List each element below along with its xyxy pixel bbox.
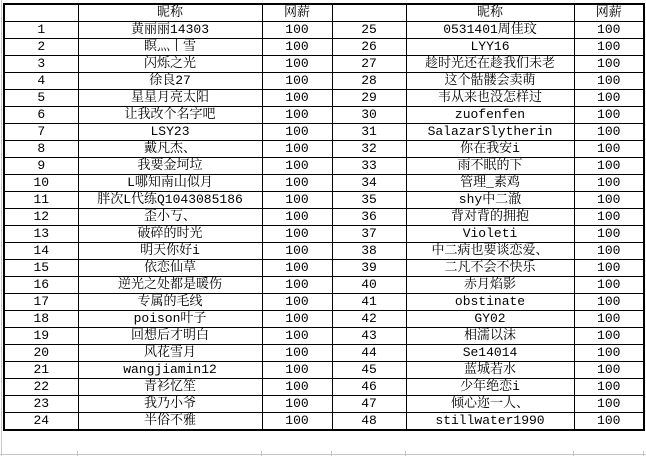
nickname-cell-left[interactable]: 专属的毛线 xyxy=(78,294,262,311)
index-cell-right[interactable]: 48 xyxy=(332,413,406,431)
table-row xyxy=(4,362,644,379)
table-row xyxy=(4,328,644,345)
salary-cell-right[interactable]: 100 xyxy=(574,226,644,243)
index-cell-left[interactable]: 20 xyxy=(4,345,78,362)
salary-cell-left[interactable]: 100 xyxy=(262,311,332,328)
salary-cell-left[interactable]: 100 xyxy=(262,396,332,413)
index-cell-left[interactable]: 16 xyxy=(4,277,78,294)
excel-gridline-stub-5 xyxy=(573,451,574,456)
nickname-cell-right[interactable]: 这个骷髅会卖萌 xyxy=(406,73,574,90)
nickname-cell-left[interactable]: 逆光之处都是暖伤 xyxy=(78,277,262,294)
header-index-left[interactable] xyxy=(4,4,78,22)
salary-cell-left[interactable]: 100 xyxy=(262,209,332,226)
salary-cell-right[interactable]: 100 xyxy=(574,294,644,311)
salary-cell-right[interactable]: 100 xyxy=(574,39,644,56)
nickname-cell-left[interactable]: 胖次L代练Q1043085186 xyxy=(78,192,262,209)
table-row xyxy=(4,39,644,56)
index-cell-left[interactable]: 18 xyxy=(4,311,78,328)
index-cell-left[interactable]: 4 xyxy=(4,73,78,90)
table-row xyxy=(4,175,644,192)
nickname-cell-left[interactable]: 戴凡杰、 xyxy=(78,141,262,158)
index-cell-right[interactable]: 37 xyxy=(332,226,406,243)
header-salary-right[interactable]: 网薪 xyxy=(574,4,644,22)
table-row xyxy=(4,413,644,431)
index-cell-left[interactable]: 8 xyxy=(4,141,78,158)
table-row xyxy=(4,260,644,277)
header-salary-left[interactable]: 网薪 xyxy=(262,4,332,22)
nickname-cell-left[interactable]: poison叶子 xyxy=(78,311,262,328)
table-row xyxy=(4,73,644,90)
nickname-cell-left[interactable]: 我要金坷垃 xyxy=(78,158,262,175)
index-cell-right[interactable]: 46 xyxy=(332,379,406,396)
index-cell-left[interactable]: 17 xyxy=(4,294,78,311)
salary-cell-left[interactable]: 100 xyxy=(262,294,332,311)
excel-gridline-bottom-edge xyxy=(0,454,646,455)
table-row xyxy=(4,192,644,209)
index-cell-right[interactable]: 33 xyxy=(332,158,406,175)
excel-gridline-stub-3 xyxy=(331,451,332,456)
salary-cell-left[interactable]: 100 xyxy=(262,73,332,90)
nickname-cell-right[interactable]: 蓝城若水 xyxy=(406,362,574,379)
salary-cell-left[interactable]: 100 xyxy=(262,90,332,107)
index-cell-left[interactable]: 23 xyxy=(4,396,78,413)
salary-cell-right[interactable]: 100 xyxy=(574,260,644,277)
table-body xyxy=(4,22,644,431)
nickname-cell-left[interactable]: 瞑灬丨雪 xyxy=(78,39,262,56)
salary-cell-right[interactable]: 100 xyxy=(574,311,644,328)
nickname-cell-left[interactable]: 依恋仙草 xyxy=(78,260,262,277)
nickname-cell-right[interactable]: shy中二澈 xyxy=(406,192,574,209)
salary-cell-right[interactable]: 100 xyxy=(574,124,644,141)
salary-cell-left[interactable]: 100 xyxy=(262,107,332,124)
table-row xyxy=(4,209,644,226)
index-cell-right[interactable]: 47 xyxy=(332,396,406,413)
salary-cell-right[interactable]: 100 xyxy=(574,22,644,39)
nickname-cell-right[interactable]: stillwater1990 xyxy=(406,413,574,431)
nickname-cell-right[interactable]: obstinate xyxy=(406,294,574,311)
index-cell-right[interactable]: 45 xyxy=(332,362,406,379)
nickname-cell-right[interactable]: 0531401周佳玟 xyxy=(406,22,574,39)
index-cell-right[interactable]: 31 xyxy=(332,124,406,141)
salary-cell-left[interactable]: 100 xyxy=(262,260,332,277)
index-cell-right[interactable]: 35 xyxy=(332,192,406,209)
salary-cell-right[interactable]: 100 xyxy=(574,345,644,362)
table-row xyxy=(4,107,644,124)
nickname-cell-left[interactable]: 让我改个名字吧 xyxy=(78,107,262,124)
index-cell-right[interactable]: 34 xyxy=(332,175,406,192)
nickname-cell-right[interactable]: Violeti xyxy=(406,226,574,243)
salary-cell-right[interactable]: 100 xyxy=(574,73,644,90)
nickname-cell-left[interactable]: 星星月亮太阳 xyxy=(78,90,262,107)
nickname-cell-right[interactable]: 中二病也要谈恋爱、 xyxy=(406,243,574,260)
nickname-cell-left[interactable]: 青衫忆笙 xyxy=(78,379,262,396)
index-cell-left[interactable]: 1 xyxy=(4,22,78,39)
index-cell-right[interactable]: 36 xyxy=(332,209,406,226)
salary-cell-left[interactable]: 100 xyxy=(262,243,332,260)
table-row xyxy=(4,396,644,413)
table-row xyxy=(4,158,644,175)
nickname-cell-left[interactable]: 徐良27 xyxy=(78,73,262,90)
salary-cell-right[interactable]: 100 xyxy=(574,192,644,209)
index-cell-right[interactable]: 30 xyxy=(332,107,406,124)
index-cell-left[interactable]: 12 xyxy=(4,209,78,226)
index-cell-left[interactable]: 3 xyxy=(4,56,78,73)
index-cell-left[interactable]: 5 xyxy=(4,90,78,107)
table-row xyxy=(4,56,644,73)
nickname-cell-left[interactable]: 歪小丂、 xyxy=(78,209,262,226)
index-cell-right[interactable]: 44 xyxy=(332,345,406,362)
index-cell-right[interactable]: 25 xyxy=(332,22,406,39)
nickname-cell-right[interactable]: LYY16 xyxy=(406,39,574,56)
nickname-cell-right[interactable]: 韦从来也没怎样过 xyxy=(406,90,574,107)
index-cell-right[interactable]: 28 xyxy=(332,73,406,90)
salary-cell-left[interactable]: 100 xyxy=(262,328,332,345)
nickname-cell-right[interactable]: 少年绝恋i xyxy=(406,379,574,396)
index-cell-left[interactable]: 10 xyxy=(4,175,78,192)
excel-gridline-stub-2 xyxy=(261,451,262,456)
nickname-cell-right[interactable]: 背对背的拥抱 xyxy=(406,209,574,226)
salary-cell-left[interactable]: 100 xyxy=(262,413,332,431)
nickname-cell-left[interactable]: 破碎的时光 xyxy=(78,226,262,243)
nickname-cell-left[interactable]: 风花雪月 xyxy=(78,345,262,362)
header-nickname-left[interactable]: 昵称 xyxy=(78,4,262,22)
salary-cell-left[interactable]: 100 xyxy=(262,379,332,396)
nickname-cell-left[interactable]: 闪烁之光 xyxy=(78,56,262,73)
salary-cell-right[interactable]: 100 xyxy=(574,413,644,431)
table-row xyxy=(4,379,644,396)
index-cell-left[interactable]: 22 xyxy=(4,379,78,396)
index-cell-right[interactable]: 26 xyxy=(332,39,406,56)
index-cell-left[interactable]: 11 xyxy=(4,192,78,209)
nickname-cell-left[interactable]: 回想后才明白 xyxy=(78,328,262,345)
index-cell-right[interactable]: 32 xyxy=(332,141,406,158)
index-cell-left[interactable]: 24 xyxy=(4,413,78,431)
table-row xyxy=(4,243,644,260)
salary-cell-right[interactable]: 100 xyxy=(574,379,644,396)
excel-gridline-stub-6 xyxy=(643,451,644,456)
nickname-cell-left[interactable]: LSY23 xyxy=(78,124,262,141)
index-cell-right[interactable]: 40 xyxy=(332,277,406,294)
table-row xyxy=(4,277,644,294)
table-row xyxy=(4,22,644,39)
salary-cell-right[interactable]: 100 xyxy=(574,277,644,294)
salary-cell-right[interactable]: 100 xyxy=(574,362,644,379)
index-cell-left[interactable]: 14 xyxy=(4,243,78,260)
salary-cell-right[interactable]: 100 xyxy=(574,175,644,192)
nickname-cell-right[interactable]: 雨不眠的下 xyxy=(406,158,574,175)
header-nickname-right[interactable]: 昵称 xyxy=(406,4,574,22)
table-row xyxy=(4,141,644,158)
nickname-cell-right[interactable]: 二凡不会不快乐 xyxy=(406,260,574,277)
index-cell-right[interactable]: 27 xyxy=(332,56,406,73)
index-cell-right[interactable]: 43 xyxy=(332,328,406,345)
table-row xyxy=(4,226,644,243)
nickname-cell-right[interactable]: 赤月焰影 xyxy=(406,277,574,294)
excel-gridline-stub-4 xyxy=(405,451,406,456)
index-cell-left[interactable]: 21 xyxy=(4,362,78,379)
excel-gridline-stub-1 xyxy=(77,451,78,456)
salary-cell-left[interactable]: 100 xyxy=(262,39,332,56)
header-index-right[interactable] xyxy=(332,4,406,22)
salary-cell-left[interactable]: 100 xyxy=(262,277,332,294)
index-cell-left[interactable]: 7 xyxy=(4,124,78,141)
header-row xyxy=(4,4,644,22)
excel-gridline-left-edge xyxy=(1,0,2,456)
nickname-cell-left[interactable]: wangjiamin12 xyxy=(78,362,262,379)
index-cell-left[interactable]: 19 xyxy=(4,328,78,345)
salary-cell-right[interactable]: 100 xyxy=(574,141,644,158)
salary-cell-right[interactable]: 100 xyxy=(574,158,644,175)
nickname-cell-left[interactable]: 半俗不雅 xyxy=(78,413,262,431)
nickname-cell-right[interactable]: 倾心迩一人、 xyxy=(406,396,574,413)
nickname-cell-left[interactable]: 我乃小爷 xyxy=(78,396,262,413)
salary-cell-left[interactable]: 100 xyxy=(262,124,332,141)
nickname-cell-left[interactable]: 黄丽丽14303 xyxy=(78,22,262,39)
nickname-cell-right[interactable]: zuofenfen xyxy=(406,107,574,124)
table-row xyxy=(4,345,644,362)
index-cell-right[interactable]: 38 xyxy=(332,243,406,260)
salary-cell-left[interactable]: 100 xyxy=(262,175,332,192)
salary-cell-left[interactable]: 100 xyxy=(262,158,332,175)
salary-cell-left[interactable]: 100 xyxy=(262,345,332,362)
index-cell-right[interactable]: 41 xyxy=(332,294,406,311)
salary-cell-right[interactable]: 100 xyxy=(574,56,644,73)
salary-cell-right[interactable]: 100 xyxy=(574,396,644,413)
index-cell-left[interactable]: 6 xyxy=(4,107,78,124)
index-cell-left[interactable]: 15 xyxy=(4,260,78,277)
salary-cell-left[interactable]: 100 xyxy=(262,192,332,209)
nickname-cell-left[interactable]: 明天你好i xyxy=(78,243,262,260)
nickname-cell-right[interactable]: 你在我安i xyxy=(406,141,574,158)
salary-cell-left[interactable]: 100 xyxy=(262,362,332,379)
table-row xyxy=(4,311,644,328)
index-cell-right[interactable]: 42 xyxy=(332,311,406,328)
salary-cell-left[interactable]: 100 xyxy=(262,22,332,39)
table-row xyxy=(4,294,644,311)
nickname-cell-right[interactable]: 趁时光还在趁我们未老 xyxy=(406,56,574,73)
salary-cell-right[interactable]: 100 xyxy=(574,107,644,124)
salary-cell-right[interactable]: 100 xyxy=(574,243,644,260)
nickname-cell-left[interactable]: L哪知南山似月 xyxy=(78,175,262,192)
nickname-cell-right[interactable]: 相濡以沫 xyxy=(406,328,574,345)
index-cell-left[interactable]: 13 xyxy=(4,226,78,243)
index-cell-right[interactable]: 39 xyxy=(332,260,406,277)
index-cell-left[interactable]: 2 xyxy=(4,39,78,56)
index-cell-right[interactable]: 29 xyxy=(332,90,406,107)
salary-cell-right[interactable]: 100 xyxy=(574,328,644,345)
salary-cell-right[interactable]: 100 xyxy=(574,90,644,107)
table-row xyxy=(4,124,644,141)
nickname-cell-right[interactable]: Se14014 xyxy=(406,345,574,362)
salary-table xyxy=(3,3,645,431)
nickname-cell-right[interactable]: SalazarSlytherin xyxy=(406,124,574,141)
table-row xyxy=(4,90,644,107)
salary-cell-left[interactable]: 100 xyxy=(262,141,332,158)
index-cell-left[interactable]: 9 xyxy=(4,158,78,175)
nickname-cell-right[interactable]: GY02 xyxy=(406,311,574,328)
salary-cell-left[interactable]: 100 xyxy=(262,56,332,73)
salary-cell-left[interactable]: 100 xyxy=(262,226,332,243)
nickname-cell-right[interactable]: 管理_素鸡 xyxy=(406,175,574,192)
salary-cell-right[interactable]: 100 xyxy=(574,209,644,226)
